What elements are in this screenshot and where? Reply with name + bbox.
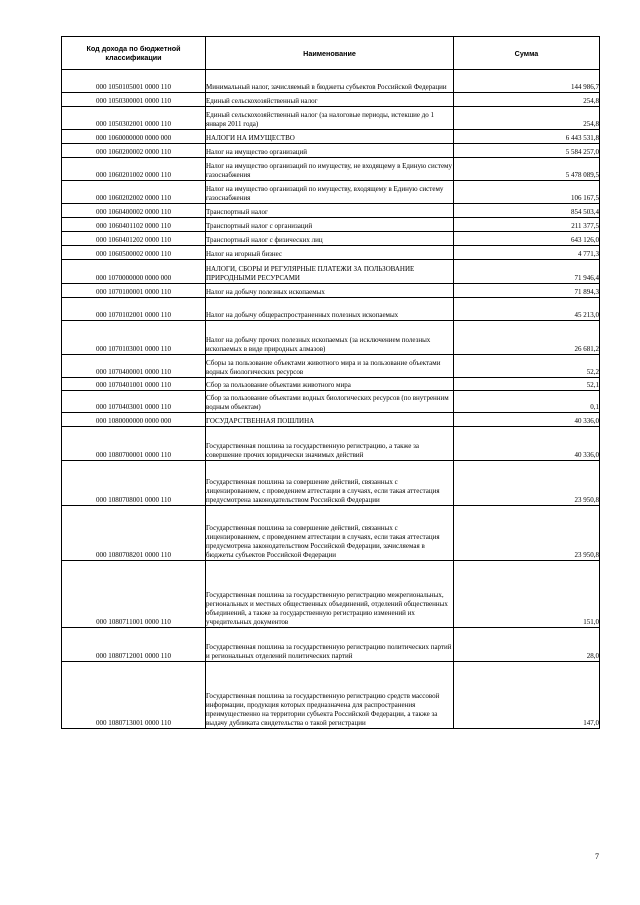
cell-name: Транспортный налог — [206, 204, 454, 218]
cell-sum: 854 503,4 — [454, 204, 600, 218]
cell-sum: 52,2 — [454, 355, 600, 378]
cell-sum: 254,8 — [454, 93, 600, 107]
table-row — [62, 284, 600, 298]
cell-name: Налог на игорный бизнес — [206, 246, 454, 260]
cell-code: 000 1080712001 0000 110 — [62, 628, 206, 662]
cell-sum: 71 946,4 — [454, 260, 600, 284]
cell-name: Налог на добычу общераспространенных полезных ископаемых — [206, 298, 454, 321]
table-row — [62, 130, 600, 144]
cell-sum: 254,8 — [454, 107, 600, 130]
budget-revenue-table — [61, 36, 600, 729]
table-row — [62, 391, 600, 413]
cell-code: 000 1050302001 0000 110 — [62, 107, 206, 130]
cell-sum: 211 377,5 — [454, 218, 600, 232]
cell-name: Сборы за пользование объектами животного мира и за пользование объектами водных биологических ресурсов — [206, 355, 454, 378]
table-row — [62, 246, 600, 260]
table-row — [62, 204, 600, 218]
table-row — [62, 427, 600, 461]
cell-code: 000 1070400001 0000 110 — [62, 355, 206, 378]
cell-name: Минимальный налог, зачисляемый в бюджеты субъектов Российской Федерации — [206, 70, 454, 93]
cell-code: 000 1060200002 0000 110 — [62, 144, 206, 158]
cell-code: 000 1050105001 0000 110 — [62, 70, 206, 93]
cell-code: 000 1070403001 0000 110 — [62, 391, 206, 413]
cell-sum: 26 681,2 — [454, 321, 600, 355]
cell-name: Государственная пошлина за совершение действий, связанных с лицензированием, с проведением аттестации в случаях, если такая аттестация предусмотрена законодательством Российской Федерации, зачисляемая в бюджеты субъектов Российской Федерации — [206, 506, 454, 561]
cell-name: Единый сельскохозяйственный налог (за налоговые периоды, истекшие до 1 января 2011 года) — [206, 107, 454, 130]
cell-code: 000 1080713001 0000 110 — [62, 662, 206, 729]
table-row — [62, 70, 600, 93]
cell-sum: 147,0 — [454, 662, 600, 729]
table-row — [62, 461, 600, 506]
cell-sum: 40 336,0 — [454, 427, 600, 461]
cell-sum: 5 584 257,0 — [454, 144, 600, 158]
cell-sum: 71 894,3 — [454, 284, 600, 298]
cell-name: Государственная пошлина за государственную регистрацию политических партий и региональных отделений политических партий — [206, 628, 454, 662]
cell-name: Транспортный налог с физических лиц — [206, 232, 454, 246]
table-row — [62, 413, 600, 427]
cell-code: 000 1080708001 0000 110 — [62, 461, 206, 506]
cell-sum: 23 950,8 — [454, 461, 600, 506]
cell-name: Единый сельскохозяйственный налог — [206, 93, 454, 107]
cell-code: 000 1070102001 0000 110 — [62, 298, 206, 321]
cell-sum: 45 213,0 — [454, 298, 600, 321]
cell-code: 000 1070100001 0000 110 — [62, 284, 206, 298]
table-row — [62, 298, 600, 321]
cell-sum: 5 478 089,5 — [454, 158, 600, 181]
table-row — [62, 662, 600, 729]
cell-sum: 4 771,3 — [454, 246, 600, 260]
table-row — [62, 218, 600, 232]
cell-sum: 151,0 — [454, 561, 600, 628]
cell-name: Налог на имущество организаций — [206, 144, 454, 158]
cell-sum: 643 126,0 — [454, 232, 600, 246]
cell-name: Государственная пошлина за государственную регистрацию межрегиональных, региональных и местных общественных объединений, отделений общественных объединений, а также за государственную регистрацию изменений их учредительных документов — [206, 561, 454, 628]
cell-name: НАЛОГИ, СБОРЫ И РЕГУЛЯРНЫЕ ПЛАТЕЖИ ЗА ПОЛЬЗОВАНИЕ ПРИРОДНЫМИ РЕСУРСАМИ — [206, 260, 454, 284]
cell-code: 000 1060500002 0000 110 — [62, 246, 206, 260]
table-row — [62, 378, 600, 391]
cell-code: 000 1080700001 0000 110 — [62, 427, 206, 461]
cell-sum: 6 443 531,8 — [454, 130, 600, 144]
cell-code: 000 1050300001 0000 110 — [62, 93, 206, 107]
table-row — [62, 144, 600, 158]
cell-sum: 23 950,8 — [454, 506, 600, 561]
cell-sum: 40 336,0 — [454, 413, 600, 427]
table-row — [62, 93, 600, 107]
header-code: Код дохода по бюджетной классификации — [62, 37, 206, 70]
cell-code: 000 1060401202 0000 110 — [62, 232, 206, 246]
cell-name: НАЛОГИ НА ИМУЩЕСТВО — [206, 130, 454, 144]
cell-code: 000 1080708201 0000 110 — [62, 506, 206, 561]
cell-sum: 106 167,5 — [454, 181, 600, 204]
cell-name: Транспортный налог с организаций — [206, 218, 454, 232]
cell-sum: 0,1 — [454, 391, 600, 413]
cell-name: Сбор за пользование объектами животного мира — [206, 378, 454, 391]
table-row — [62, 107, 600, 130]
cell-name: Налог на имущество организаций по имуществу, не входящему в Единую систему газоснабжения — [206, 158, 454, 181]
cell-name: Государственная пошлина за совершение действий, связанных с лицензированием, с проведением аттестации в случаях, если такая аттестация предусмотрена законодательством Российской Федерации — [206, 461, 454, 506]
cell-sum: 52,1 — [454, 378, 600, 391]
cell-name: Государственная пошлина за государственную регистрацию средств массовой информации, продукция которых предназначена для распространения преимущественно на территории субъекта Российской Федерации, а также за выдачу дубликата свидетельства о такой регистрации — [206, 662, 454, 729]
cell-name: Налог на добычу прочих полезных ископаемых (за исключением полезных ископаемых в виде природных алмазов) — [206, 321, 454, 355]
table-header-row — [62, 37, 600, 70]
header-sum: Сумма — [454, 37, 600, 70]
cell-name: ГОСУДАРСТВЕННАЯ ПОШЛИНА — [206, 413, 454, 427]
cell-code: 000 1060202002 0000 110 — [62, 181, 206, 204]
cell-code: 000 1080000000 0000 000 — [62, 413, 206, 427]
table-row — [62, 506, 600, 561]
table-row — [62, 158, 600, 181]
table-body — [62, 70, 600, 729]
cell-code: 000 1060401102 0000 110 — [62, 218, 206, 232]
cell-code: 000 1060201002 0000 110 — [62, 158, 206, 181]
table-row — [62, 628, 600, 662]
table-row — [62, 561, 600, 628]
cell-code: 000 1080711001 0000 110 — [62, 561, 206, 628]
header-name: Наименование — [206, 37, 454, 70]
cell-code: 000 1070000000 0000 000 — [62, 260, 206, 284]
page-number: 7 — [595, 852, 599, 861]
table-row — [62, 321, 600, 355]
cell-name: Налог на имущество организаций по имуществу, входящему в Единую систему газоснабжения — [206, 181, 454, 204]
cell-code: 000 1070401001 0000 110 — [62, 378, 206, 391]
cell-code: 000 1060000000 0000 000 — [62, 130, 206, 144]
cell-code: 000 1060400002 0000 110 — [62, 204, 206, 218]
cell-code: 000 1070103001 0000 110 — [62, 321, 206, 355]
table-row — [62, 355, 600, 378]
cell-sum: 28,0 — [454, 628, 600, 662]
cell-name: Государственная пошлина за государственную регистрацию, а также за совершение прочих юридически значимых действий — [206, 427, 454, 461]
cell-name: Налог на добычу полезных ископаемых — [206, 284, 454, 298]
table-row — [62, 260, 600, 284]
cell-name: Сбор за пользование объектами водных биологических ресурсов (по внутренним водным объектам) — [206, 391, 454, 413]
table-row — [62, 181, 600, 204]
cell-sum: 144 986,7 — [454, 70, 600, 93]
table-row — [62, 232, 600, 246]
